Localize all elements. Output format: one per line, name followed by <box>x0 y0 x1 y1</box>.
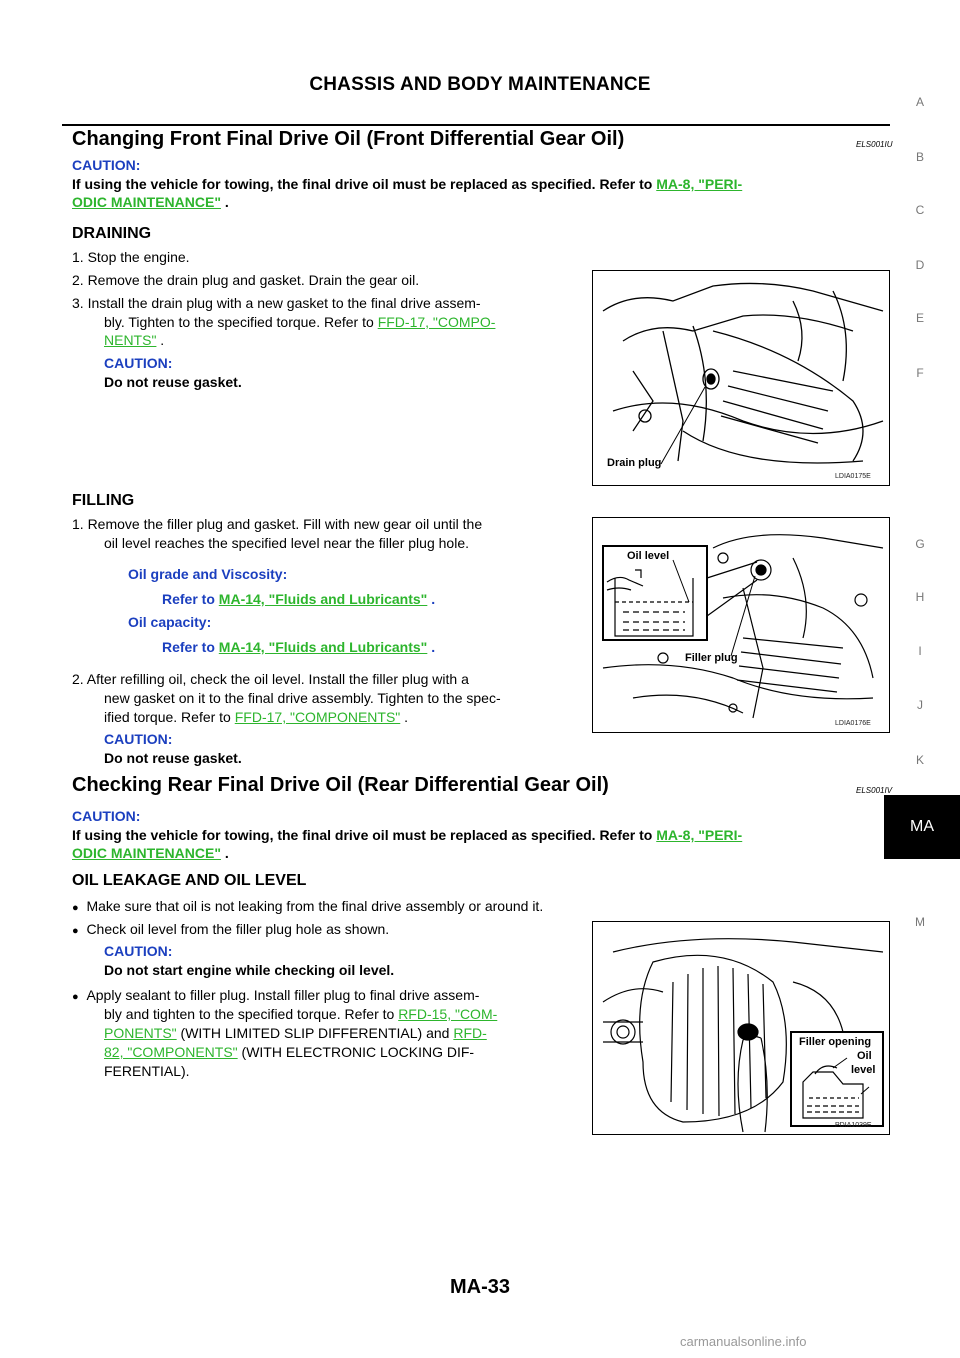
bullet-dot: ● <box>72 991 79 1003</box>
sidebar-active-tab[interactable]: MA <box>884 795 960 859</box>
filler-opening-label: Filler opening <box>799 1036 872 1048</box>
rfd-82-link[interactable]: RFD- <box>453 1025 487 1041</box>
leak-bullet-1: ● Make sure that oil is not leaking from the final drive assembly or around it. <box>72 898 544 914</box>
draining-ref-link[interactable]: FFD-17, "COMPO- <box>377 314 496 330</box>
sidebar-letter-h[interactable]: H <box>915 590 925 604</box>
spec-oil-capacity-link[interactable]: MA-14, "Fluids and Lubricants" <box>218 639 428 655</box>
figure-code-1: LDIA0175E <box>835 473 871 480</box>
spec-oil-grade-link[interactable]: MA-14, "Fluids and Lubricants" <box>218 591 428 607</box>
drain-plug-label: Drain plug <box>607 457 662 469</box>
filling-step-2-cont: new gasket on it to the final drive assembly. Tighten to the spec- <box>104 690 501 706</box>
sidebar-letter-d[interactable]: D <box>915 258 925 272</box>
figure-code-3: PDIA1039E <box>835 1122 872 1129</box>
leak-bullet-3-cont4: FERENTIAL). <box>104 1063 190 1079</box>
draining-step-1: 1. Stop the engine. <box>72 249 190 265</box>
section2-title: Checking Rear Final Drive Oil (Rear Differential Gear Oil) <box>72 774 609 796</box>
section1-caution-label: CAUTION: <box>72 157 141 173</box>
filling-caution-text: Do not reuse gasket. <box>104 750 242 766</box>
filling-step-1-cont: oil level reaches the specified level near the filler plug hole. <box>104 535 469 551</box>
drain-plug-illustration <box>593 271 889 485</box>
draining-step-2: 2. Remove the drain plug and gasket. Drain the gear oil. <box>72 272 420 288</box>
leak-bullet-2: ● Check oil level from the filler plug hole as shown. <box>72 921 390 937</box>
rfd-15-link-cont[interactable]: PONENTS" <box>104 1025 177 1041</box>
filling-caution-label: CAUTION: <box>104 731 173 747</box>
draining-heading: DRAINING <box>72 225 152 242</box>
sidebar-letter-e[interactable]: E <box>915 311 924 325</box>
figure-code-2: LDIA0176E <box>835 720 871 727</box>
level-label: level <box>851 1064 876 1076</box>
section2-caution-link[interactable]: MA-8, "PERI- <box>656 827 743 843</box>
bullet-dot: ● <box>72 925 79 937</box>
section2-caution-text-cont: ODIC MAINTENANCE" . <box>72 845 229 861</box>
sidebar-letter-j[interactable]: J <box>917 698 923 712</box>
filler-plug-label: Filler plug <box>685 652 738 664</box>
leak-caution-label: CAUTION: <box>104 943 173 959</box>
sidebar-letter-i[interactable]: I <box>918 644 922 658</box>
sidebar-letter-f[interactable]: F <box>916 366 924 380</box>
page-header-title: CHASSIS AND BODY MAINTENANCE <box>309 74 651 95</box>
figure-filler-opening <box>592 921 890 1135</box>
section1-caution-link-cont[interactable]: ODIC MAINTENANCE" <box>72 194 221 210</box>
filling-step-1: 1. Remove the filler plug and gasket. Fill with new gear oil until the <box>72 516 483 532</box>
oil-leakage-heading: OIL LEAKAGE AND OIL LEVEL <box>72 872 307 889</box>
spec-oil-grade-label: Oil grade and Viscosity: <box>128 566 288 582</box>
filling-heading: FILLING <box>72 492 135 509</box>
leak-caution-text: Do not start engine while checking oil level. <box>104 962 395 978</box>
section2-caution-link-cont[interactable]: ODIC MAINTENANCE" <box>72 845 221 861</box>
spec-oil-capacity-label: Oil capacity: <box>128 614 212 630</box>
oil-label: Oil <box>857 1050 872 1062</box>
rfd-82-link-cont[interactable]: 82, "COMPONENTS" <box>104 1044 238 1060</box>
section2-code: ELS001IV <box>856 786 893 795</box>
leak-bullet-3: ● Apply sealant to filler plug. Install filler plug to final drive assem- <box>72 987 480 1003</box>
sidebar-letter-k[interactable]: K <box>915 753 924 767</box>
bullet-dot: ● <box>72 902 79 914</box>
filling-step-2: 2. After refilling oil, check the oil level. Install the filler plug with a <box>72 671 469 687</box>
section1-title: Changing Front Final Drive Oil (Front Differential Gear Oil) <box>72 128 625 150</box>
header-rule <box>62 124 890 126</box>
oil-level-label: Oil level <box>627 550 670 562</box>
draining-caution-label: CAUTION: <box>104 355 173 371</box>
sidebar-letter-b[interactable]: B <box>915 150 924 164</box>
sidebar-letter-c[interactable]: C <box>915 203 925 217</box>
draining-step-3: 3. Install the drain plug with a new gasket to the final drive assem- <box>72 295 481 311</box>
rear-differential-illustration <box>593 922 889 1134</box>
section1-caution-text-cont: ODIC MAINTENANCE" . <box>72 194 229 210</box>
section1-caution-text: If using the vehicle for towing, the final drive oil must be replaced as specified. Refer to MA-8, "PERI- <box>72 176 743 192</box>
section1-code: ELS001IU <box>856 140 893 149</box>
sidebar-letter-g[interactable]: G <box>915 537 925 551</box>
leak-bullet-3-cont2: PONENTS" (WITH LIMITED SLIP DIFFERENTIAL) and RFD- <box>104 1025 487 1041</box>
leak-bullet-3-cont: bly and tighten to the specified torque. Refer to RFD-15, "COM- <box>104 1006 498 1022</box>
figure-drain-plug <box>592 270 890 486</box>
leak-bullet-3-cont3: 82, "COMPONENTS" (WITH ELECTRONIC LOCKING DIF- <box>104 1044 475 1060</box>
sidebar-letter-a[interactable]: A <box>915 95 924 109</box>
filling-ref-link[interactable]: FFD-17, "COMPONENTS" <box>234 709 401 725</box>
figure-filler-plug <box>592 517 890 733</box>
rfd-15-link[interactable]: RFD-15, "COM- <box>398 1006 498 1022</box>
draining-step-3-cont: bly. Tighten to the specified torque. Refer to FFD-17, "COMPO- <box>104 314 496 330</box>
section2-caution-label: CAUTION: <box>72 808 141 824</box>
spec-oil-capacity-ref: Refer to MA-14, "Fluids and Lubricants" . <box>162 639 436 655</box>
draining-ref-link-cont[interactable]: NENTS" <box>104 332 157 348</box>
draining-step-3-cont2: NENTS" . <box>104 332 165 348</box>
filling-step-2-cont2: ified torque. Refer to FFD-17, "COMPONENTS" . <box>104 709 409 725</box>
spec-oil-grade-ref: Refer to MA-14, "Fluids and Lubricants" . <box>162 591 436 607</box>
sidebar-letter-m[interactable]: M <box>915 915 925 929</box>
section1-caution-link[interactable]: MA-8, "PERI- <box>656 176 743 192</box>
draining-caution-text: Do not reuse gasket. <box>104 374 242 390</box>
watermark: carmanualsonline.info <box>680 1334 807 1349</box>
page-number: MA-33 <box>449 1276 510 1298</box>
section2-caution-text: If using the vehicle for towing, the final drive oil must be replaced as specified. Refer to MA-8, "PERI- <box>72 827 743 843</box>
